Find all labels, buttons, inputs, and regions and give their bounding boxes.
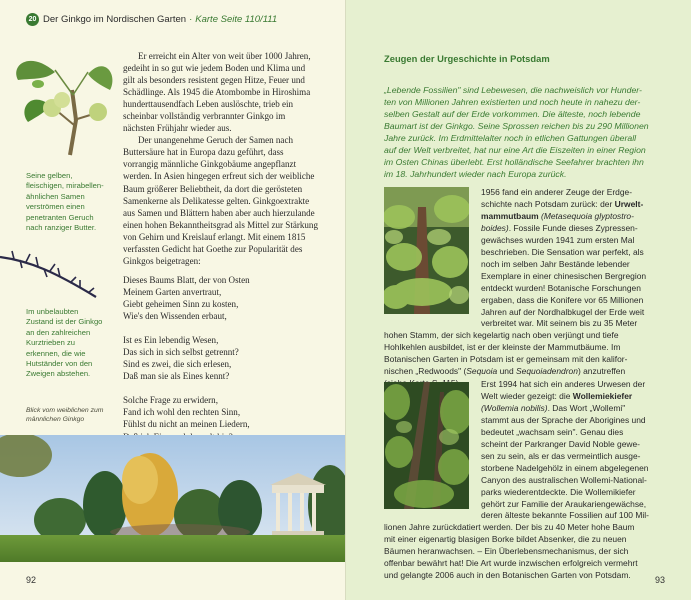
- text-line: [481, 223, 646, 235]
- text-line: [481, 415, 649, 427]
- text-run: Hohlkehlen ausbildet, ist er der kleinste der Mammutbäume. Im: [384, 341, 621, 352]
- text-line: [481, 403, 649, 415]
- header-title: Der Ginkgo im Nordischen Garten: [43, 14, 187, 25]
- chapter-number-badge: 20: [26, 13, 39, 26]
- text-run: nischen „Redwoods" (: [384, 365, 467, 376]
- text-line: [481, 475, 649, 487]
- intro-text: „Lebende Fossilien" sind Lebewesen, die nachweislich vor Hunder- ten von Millionen Jahren existierten und noch heute in nahezu der- selben Gestalt auf der Erde vorkommen. Die älteste, noch lebende Baumart ist der Ginkgo. Seine Sprossen reichen bis zu 290 Millionen Jahre zurück. Im Erdmittelalter noch in etlichen Gattungen überall auf der Welt verbreitet, hat nur eine Art die Eiszeiten in einer Region im Osten Chinas überlebt. Erst holländische Seefahrer brachten ihn im 18. Jahrhundert wieder nach Europa zurück.: [384, 85, 649, 179]
- bare-twig-illustration: [0, 247, 100, 302]
- left-body-text: [123, 50, 319, 267]
- text-run: (Wollemia nobilis): [481, 402, 548, 413]
- text-run: Bäumen heranwachsen. – Ein Überlebensmechanismus, der sich: [384, 545, 629, 556]
- text-line: [384, 366, 627, 378]
- text-run: gewächses wurden 1941 zum ersten Mal: [481, 234, 635, 245]
- text-run: ergaben, dass die Konifere vor 65 Millionen: [481, 294, 644, 305]
- ginkgo-branch-illustration: [10, 50, 120, 160]
- text-run: hohen Stamm, der sich kegelartig nach oben verjüngt und tiefe: [384, 330, 619, 340]
- text-line: [481, 318, 646, 330]
- left-page: [0, 0, 345, 600]
- text-run: scheint der Parkranger David Noble gewe-: [481, 438, 640, 449]
- park-photo: [0, 435, 345, 562]
- text-run: . Fossile Funde dieses Zypressen-: [508, 222, 638, 233]
- text-line: [384, 534, 638, 546]
- text-run: beschrieben. Die Sensation war perfekt, als: [481, 246, 644, 257]
- text-run: lionen Jahre zurückdatiert werden. Der bis zu 40 Meter hohe Baum: [384, 522, 635, 532]
- text-line: [481, 211, 646, 223]
- text-run: Canyon des australischen Wollemi-National-: [481, 474, 647, 485]
- text-run: offenbar bewährt hat! Die Art wurde inzwischen erfolgreich vermehrt: [384, 557, 638, 568]
- header-map-reference: Karte Seite 110/111: [195, 14, 278, 25]
- text-run: Exemplare in einer chinesischen Bergregion: [481, 270, 647, 281]
- text-run: boides): [481, 222, 509, 233]
- page-number-right: 93: [655, 575, 666, 585]
- text-line: [481, 427, 649, 439]
- text-run: gehört zur Familie der Araukariengewächse,: [481, 498, 647, 509]
- text-line: [481, 487, 649, 499]
- text-line: [481, 379, 649, 391]
- text-line: [481, 391, 649, 403]
- text-run: Sequoiadendron: [516, 365, 578, 376]
- text-run: schichte nach Potsdam zurück: der: [481, 198, 615, 209]
- page-header: [26, 13, 277, 26]
- text-line: [481, 463, 649, 475]
- text-run: 1956 fand ein anderer Zeuge der Erdge-: [481, 187, 633, 197]
- text-line: [481, 199, 646, 211]
- text-run: entdeckt wurden! Botanische Forschungen: [481, 282, 641, 293]
- text-line: [384, 570, 638, 582]
- text-run: mammutbaum: [481, 210, 539, 221]
- text-line: [481, 451, 649, 463]
- text-line: [481, 499, 649, 511]
- text-line: [481, 295, 646, 307]
- text-run: Welt wieder gezeigt: die: [481, 390, 573, 401]
- text-line: [481, 187, 646, 199]
- text-run: deren älteste bekannte Fossilien auf 100 Mil-: [481, 510, 649, 521]
- text-line: [481, 235, 646, 247]
- page-number-left: 92: [26, 575, 37, 585]
- wollemi-text-full: [384, 522, 638, 582]
- header-separator: ·: [189, 14, 193, 25]
- paragraph-1: Er erreicht ein Alter von weit über 1000 Jahren, gedeiht in so gut wie jedem Boden und Klima und gilt als besonders resistent gegen Hitze, Feuer und Schädlinge. Als 1945 die Atombombe in Hiroshima hunderttausendfach Leben auslöschte, trieb ein scheinbar vollständig verbrannter Ginkgo im nächsten Frühjahr wieder aus.: [123, 51, 311, 134]
- text-run: Jahren auf der Nordhalbkugel der Erde weit: [481, 306, 645, 317]
- text-run: (Metasequoia glyptostro-: [541, 210, 634, 221]
- text-run: ) anzutreffen: [577, 365, 626, 376]
- text-run: Botanischen Garten in Potsdam ist er gemeinsam mit den kalifor-: [384, 353, 628, 364]
- paragraph-2: Der unangenehme Geruch der Samen nach Buttersäure hat in Europa dazu geführt, dass vorrangig männliche Ginkgobäume angepflanzt werden. In Asien hingegen erfreut sich der weibliche Baum größerer Beliebtheit, da dort die gerösteten Samenkerne als Delikatesse gelten. Ginkgoextrakte aus Samen und Blättern haben aber auch hierzulande einen hohen Bekanntheitsgrad als Mittel zur Stärkung von Gehirn und Kreislauf erlangt. Mit einem 1815 verfassten Gedicht hat Goethe zur Popularität des Ginkgos beigetragen:: [123, 135, 318, 266]
- goethe-poem: Dieses Baums Blatt, der von Osten Meinem Garten anvertraut, Giebt geheimen Sinn zu kosten, Wie's den Wissenden erbaut, Ist es Ein lebendig Wesen, Das sich in sich selbst getrennt? Sind es zwei, die sich erlesen, Daß man sie als Eines kennt? Solche Frage zu erwidern, Fand ich wohl den rechten Sinn, Fühlst du nicht an meinen Liedern,: [123, 275, 250, 430]
- text-line: [481, 283, 646, 295]
- text-run: storbene Nadelgehölz in einem abgelegenen: [481, 462, 649, 473]
- seed-caption: Seine gelben, fleischigen, mirabellen- ähnlichen Samen verströmen einen penetranten Geruch nach ranziger Butter.: [26, 171, 104, 233]
- text-run: mit einer eigenartig blasigen Borke bildet Absenker, die zu neuen: [384, 533, 627, 544]
- text-line: [481, 510, 649, 522]
- twig-caption: Im unbelaubten Zustand ist der Ginkgo an den zahlreichen Kurztrieben zu erkennen, die wie Hutständer von den Zweigen abstehen.: [26, 307, 103, 379]
- text-run: Erst 1994 hat sich ein anderes Urwesen der: [481, 379, 646, 389]
- text-run: und gelangte 2006 auch in den Botanischen Garten von Potsdam.: [384, 569, 631, 580]
- text-run: verbreitet war. Mit seinem bis zu 35 Meter: [481, 318, 638, 329]
- dawn-redwood-photo: [384, 187, 469, 314]
- text-line: [384, 522, 638, 534]
- text-line: [384, 354, 627, 366]
- text-run: Urwelt-: [614, 198, 644, 209]
- text-run: und: [497, 365, 517, 376]
- text-line: [384, 546, 638, 558]
- right-page: [345, 0, 691, 600]
- text-run: Wollemiekiefer: [572, 390, 633, 401]
- text-line: [481, 247, 646, 259]
- text-run: . Das Wort „Wollemi": [547, 402, 626, 413]
- text-run: parks wiederentdeckte. Die Wollemikiefer: [481, 486, 636, 497]
- text-line: [481, 307, 646, 319]
- text-run: Sequoia: [466, 365, 498, 376]
- text-line: [481, 271, 646, 283]
- text-line: [481, 259, 646, 271]
- text-run: stammt aus der Sprache der Aborigines und: [481, 414, 646, 425]
- photo-caption: Blick vom weiblichen zum männlichen Ginkgo: [26, 407, 104, 423]
- dawn-redwood-text-indented: [481, 187, 646, 330]
- section-title: Zeugen der Urgeschichte in Potsdam: [384, 53, 550, 64]
- text-line: [384, 558, 638, 570]
- text-run: noch im selben Jahr Bestände lebender: [481, 258, 630, 269]
- wollemi-pine-photo: [384, 382, 469, 509]
- text-line: [384, 330, 627, 342]
- text-line: [481, 439, 649, 451]
- text-run: sen zu sein, als er das vermeintlich ausge-: [481, 450, 641, 461]
- wollemi-text-indented: [481, 379, 649, 522]
- text-run: bedeutet „wachsam sein". Genau dies: [481, 426, 624, 437]
- text-line: [384, 342, 627, 354]
